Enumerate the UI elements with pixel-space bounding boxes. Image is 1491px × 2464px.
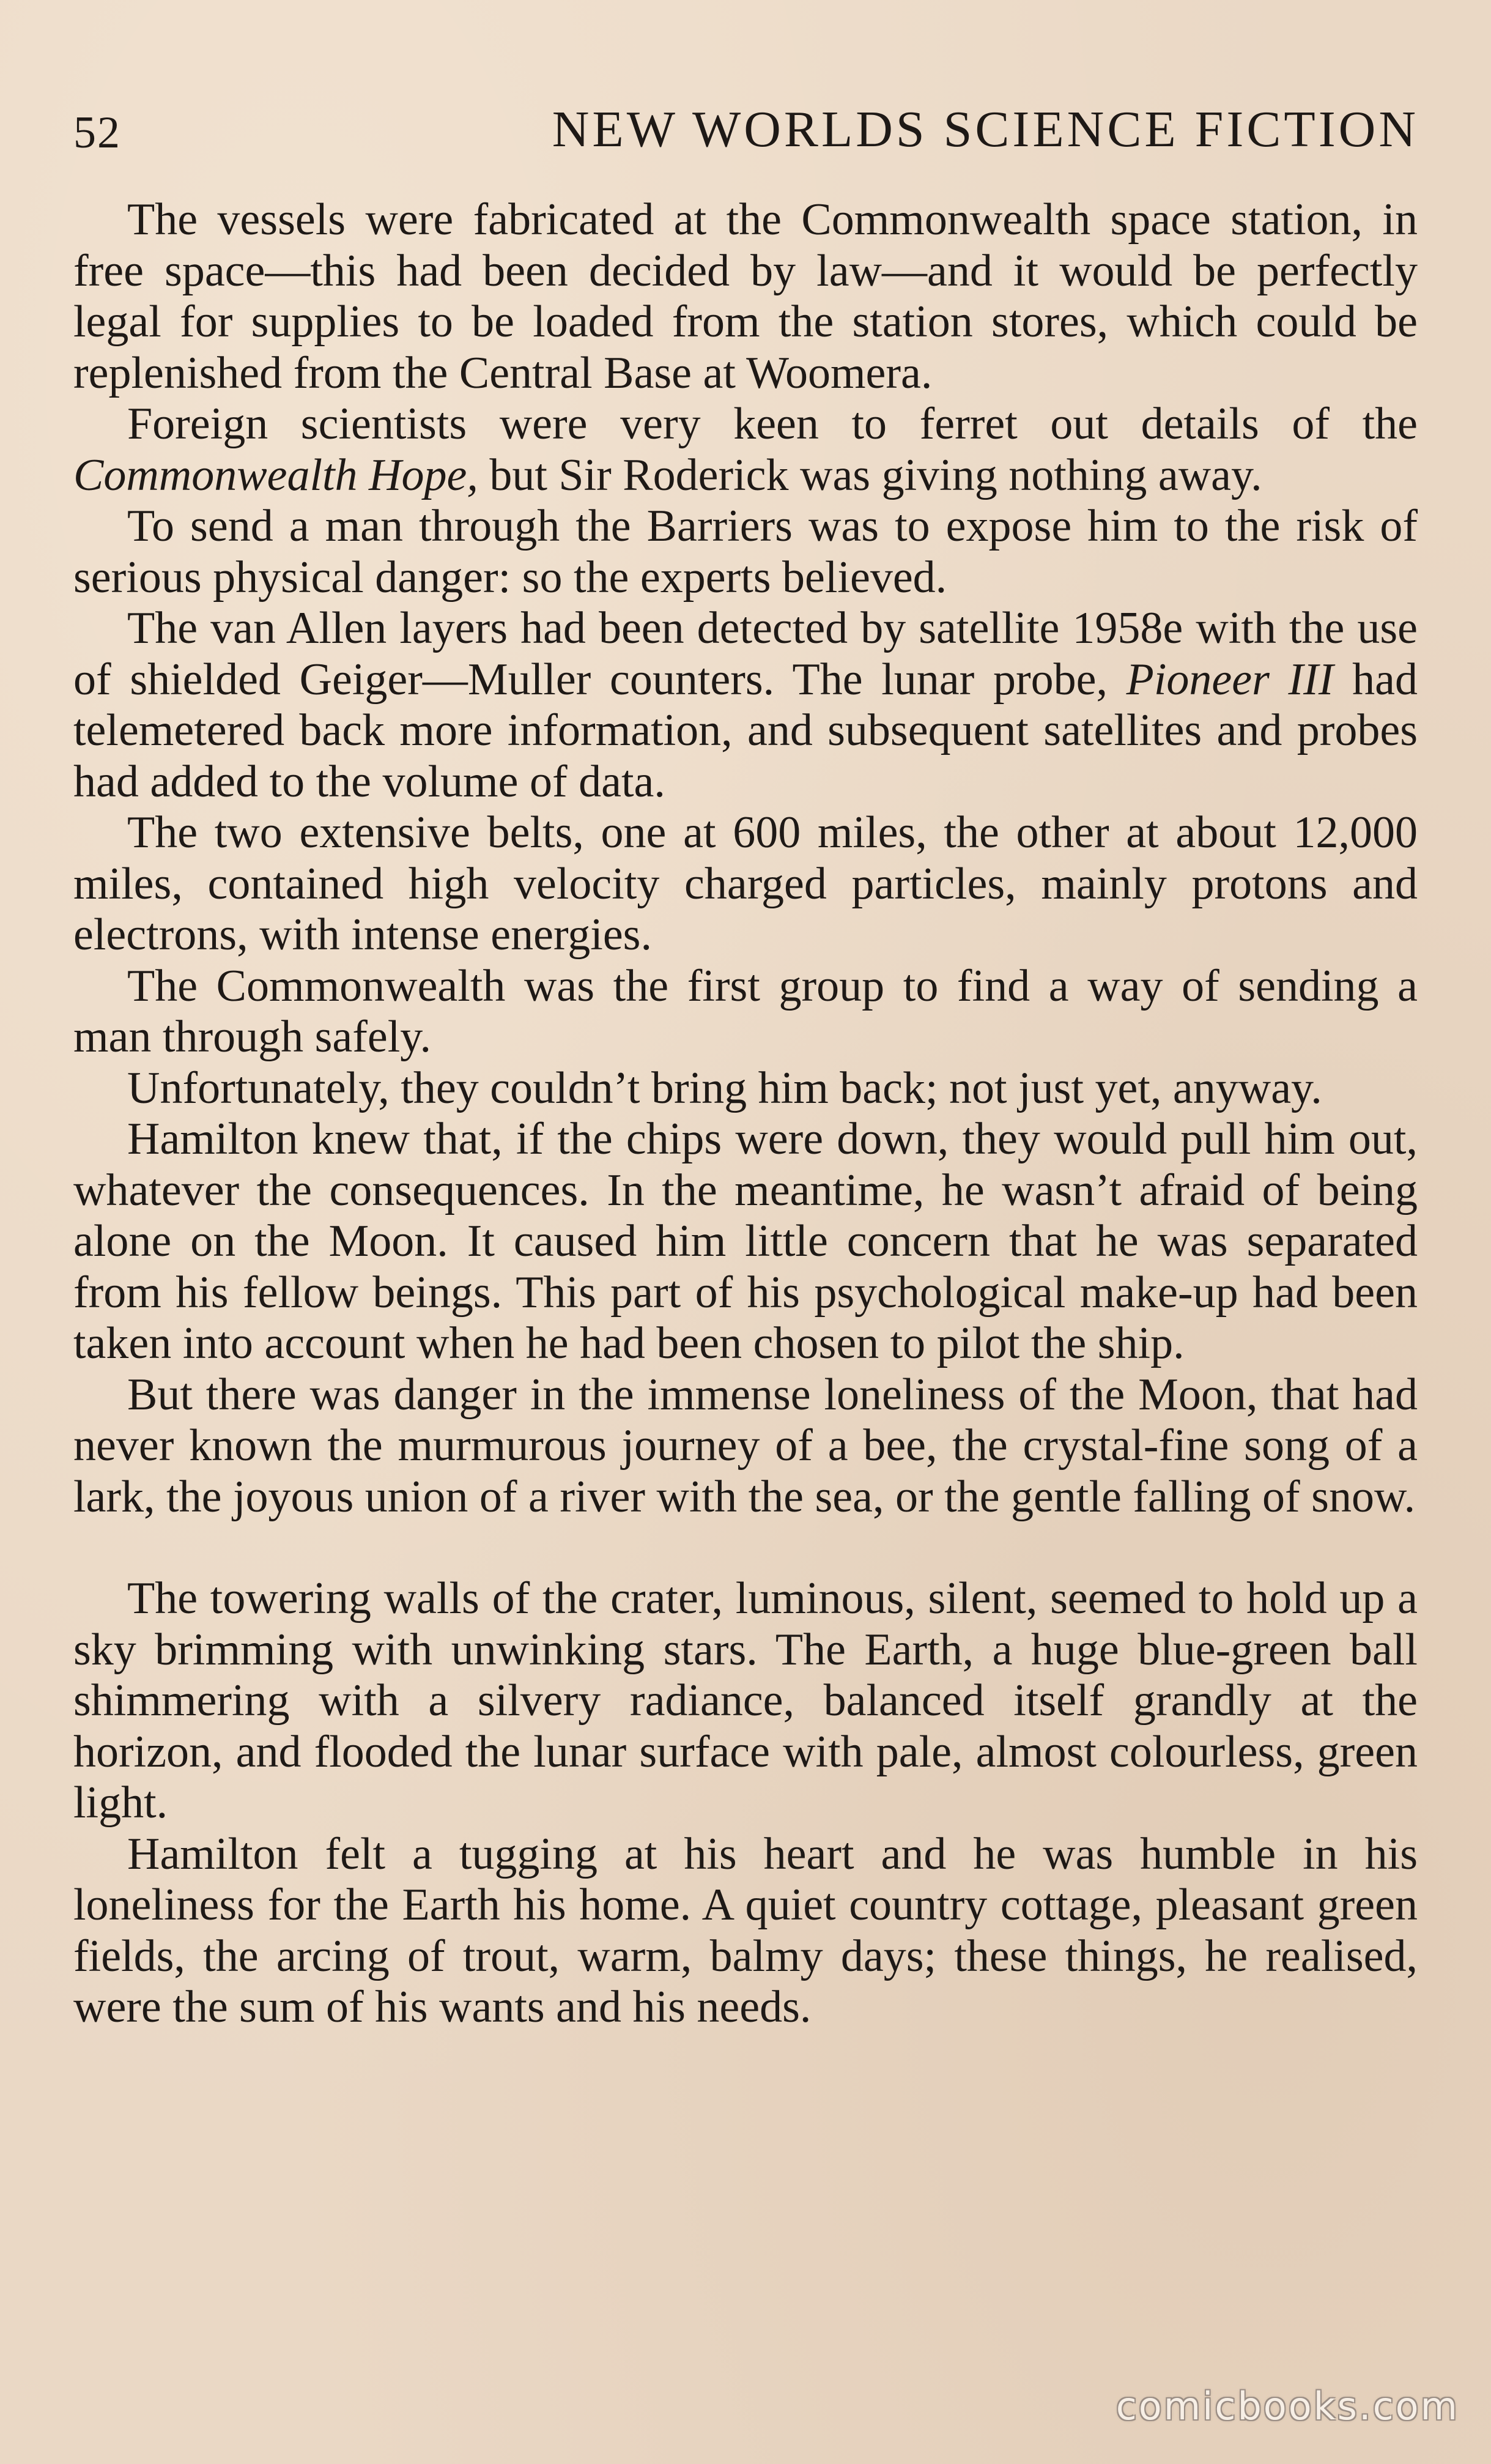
paragraph-6: The Commonwealth was the first group to find a way of sending a man through safely. [73, 960, 1418, 1062]
paragraph-4 [73, 603, 1418, 807]
paragraph-9: But there was danger in the immense loneliness of the Moon, that had never known the murmurous journey of a bee, the crystal-fine song of a lark, the joyous union of a river with the sea, or the gentle falling of snow. [73, 1369, 1418, 1522]
paragraph-4-after: had telemetered back more information, and subsequent satellites and probes had added to the volume of data. [73, 654, 1418, 807]
paragraph-1: The vessels were fabricated at the Commonwealth space station, in free space—this had been decided by law—and it would be perfectly legal for supplies to be loaded from the station stores, which could be replenished from the Central Base at Woomera. [73, 195, 1418, 398]
probe-name-italic: Pioneer III [1126, 654, 1334, 705]
body-text [73, 195, 1418, 2033]
paragraph-4-before: The van Allen layers had been detected by satellite 1958e with the use of shielded Geiger—Muller counters. The lunar probe, [73, 603, 1418, 705]
paragraph-5: The two extensive belts, one at 600 miles, the other at about 12,000 miles, contained high velocity charged particles, mainly protons and electrons, with intense energies. [73, 807, 1418, 960]
paragraph-3: To send a man through the Barriers was to expose him to the risk of serious physical danger: so the experts believed. [73, 501, 1418, 603]
running-title: NEW WORLDS SCIENCE FICTION [552, 101, 1419, 158]
paragraph-2-after: but Sir Roderick was giving nothing away. [478, 450, 1262, 500]
paragraph-11: Hamilton felt a tugging at his heart and he was humble in his loneliness for the Earth his home. A quiet country cottage, pleasant green fields, the arcing of trout, warm, balmy days; these things, he realised, were the sum of his wants and his needs. [73, 1828, 1418, 2032]
paragraph-2-before: Foreign scientists were very keen to ferret out details of the [127, 399, 1418, 449]
ship-name-italic: Commonwealth Hope, [73, 450, 478, 500]
watermark-text: comicbooks.com [1115, 2384, 1459, 2429]
paragraph-10: The towering walls of the crater, luminous, silent, seemed to hold up a sky brimming with unwinking stars. The Earth, a huge blue-green ball shimmering with a silvery radiance, balanced itself grandly at the horizon, and flooded the lunar surface with pale, almost colourless, green light. [73, 1573, 1418, 1828]
paragraph-2 [73, 399, 1418, 501]
page-number: 52 [73, 108, 121, 158]
page-header [73, 92, 1419, 159]
paragraph-7: Unfortunately, they couldn’t bring him back; not just yet, anyway. [127, 1063, 1322, 1113]
paragraph-8: Hamilton knew that, if the chips were down, they would pull him out, whatever the consequences. In the meantime, he wasn’t afraid of being alone on the Moon. It caused him little concern that he was separated from his fellow beings. This part of his psychological make-up had been taken into account when he had been chosen to pilot the ship. [73, 1114, 1418, 1368]
